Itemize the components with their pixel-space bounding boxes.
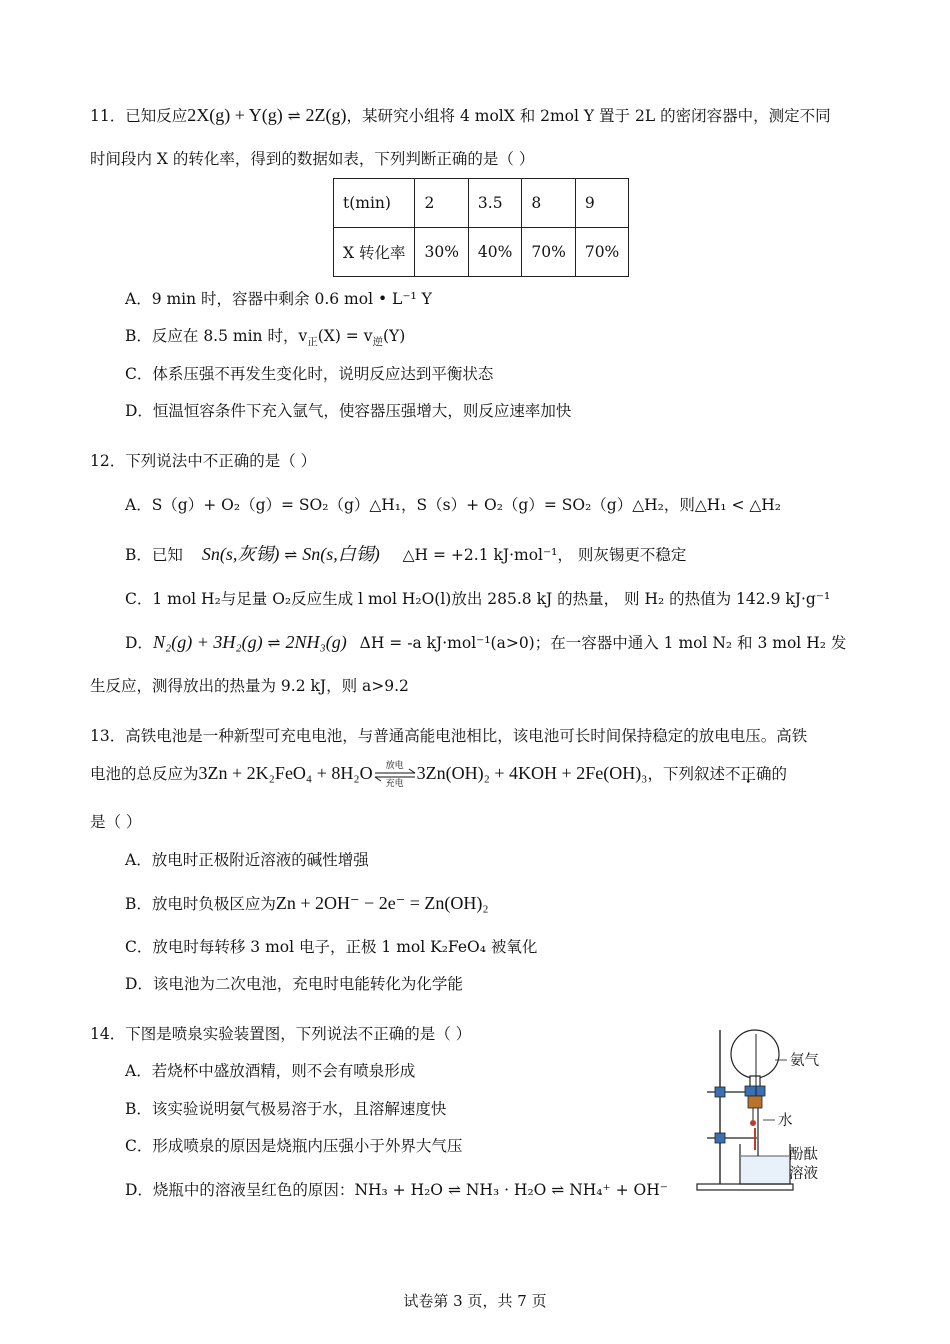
q13-eq-right: 3Zn(OH)₂ + 4KOH + 2Fe(OH)₃	[416, 763, 648, 783]
equilibrium-arrow-icon: ⇌	[282, 107, 306, 125]
q11-eq-left: 2X(g) + Y(g)	[187, 105, 283, 125]
table-row	[334, 228, 629, 277]
q12-stem: 12．下列说法中不正确的是（ ）	[90, 452, 317, 470]
q13-eq-left: 3Zn + 2K₂FeO₄ + 8H₂O	[198, 763, 373, 783]
arrow-label-discharge: 放电	[385, 761, 404, 771]
figure-label-phenolphthalein: 酚酞	[789, 1147, 818, 1163]
table-cell: 8	[522, 179, 575, 228]
table-header-time: t(min)	[334, 179, 415, 228]
q12-option-b	[125, 543, 686, 566]
conversion-table	[333, 178, 629, 277]
q11-option-b-prefix: B．反应在 8.5 min 时，	[125, 327, 299, 345]
q14-stem: 14．下图是喷泉实验装置图，下列说法不正确的是（ ）	[90, 1025, 472, 1043]
q13-emphasis-text: 不正确	[724, 765, 772, 783]
q12-option-d	[125, 631, 846, 654]
q14-eq-part3: NH₄⁺ + OH⁻	[569, 1181, 668, 1199]
q13-stem-prefix: 电池的总反应为	[90, 765, 199, 783]
q14-option-d-prefix: D．烧瓶中的溶液呈红色的原因：	[125, 1181, 355, 1199]
q14-option-a: A．若烧杯中盛放酒精，则不会有喷泉形成	[125, 1062, 416, 1080]
q13-stem-suffix1: ，下列叙述	[647, 765, 725, 783]
equilibrium-arrow-icon: ⇌	[284, 546, 298, 564]
q11-eq-right: 2Z(g)	[305, 105, 347, 125]
fountain-apparatus-icon	[695, 1020, 845, 1200]
q11-option-b-sub-reverse: 逆	[372, 336, 383, 349]
table-cell: 3.5	[468, 179, 521, 228]
figure-label-gas: 氨气	[790, 1053, 819, 1069]
q11-option-b-end: (Y)	[382, 327, 406, 345]
q14-option-d	[125, 1179, 668, 1201]
q13-option-d: D．该电池为二次电池，充电时电能转化为化学能	[125, 975, 463, 993]
page-footer: 试卷第 3 页，共 7 页	[403, 1292, 547, 1310]
q14-eq-part1: NH₃ + H₂O	[354, 1181, 444, 1199]
equilibrium-arrow-icon: ⇌	[443, 1181, 466, 1199]
q13-stem-line2	[90, 761, 788, 789]
equilibrium-arrow-icon: ⇌	[267, 634, 281, 652]
q11-option-a: A．9 min 时，容器中剩余 0.6 mol • L⁻¹ Y	[125, 290, 432, 308]
q12-option-b-right: Sn(s,白锡)	[302, 544, 380, 564]
q12-option-d-suffix: ΔH = -a kJ·mol⁻¹(a>0)；在一容器中通入 1 mol N₂ 和 3 mol H₂ 发	[359, 634, 847, 652]
q13-stem-line1: 13．高铁电池是一种新型可充电电池，与普通高能电池相比，该电池可长时间保持稳定的放电电压。高铁	[90, 727, 808, 745]
q13-option-b	[125, 892, 489, 915]
q14-option-c: C．形成喷泉的原因是烧瓶内压强小于外界大气压	[125, 1137, 463, 1155]
q12-option-d-left: N₂(g) + 3H₂(g)	[152, 632, 263, 652]
q11-stem-line1	[90, 104, 831, 127]
q11-stem-line2: 时间段内 X 的转化率，得到的数据如表，下列判断正确的是（ ）	[90, 150, 535, 168]
equilibrium-arrow-icon: ⇌	[546, 1181, 570, 1199]
arrow-label-charge: 充电	[385, 779, 404, 789]
table-cell: 9	[575, 179, 628, 228]
fountain-apparatus-figure	[695, 1020, 845, 1204]
q14-eq-part2: NH₃ · H₂O	[465, 1181, 547, 1199]
table-cell: 2	[415, 179, 468, 228]
q13-option-c: C．放电时每转移 3 mol 电子，正极 1 mol K₂FeO₄ 被氧化	[125, 938, 538, 956]
q12-option-b-prefix: B．已知	[125, 546, 183, 564]
q12-option-c: C．1 mol H₂与足量 O₂反应生成 l mol H₂O(l)放出 285.8 kJ 的热量， 则 H₂ 的热值为 142.9 kJ·g⁻¹	[125, 590, 831, 608]
q12-option-d-right: 2NH₃(g)	[285, 632, 347, 652]
figure-label-water: 水	[778, 1113, 793, 1129]
q11-option-c: C．体系压强不再发生变化时，说明反应达到平衡状态	[125, 365, 494, 383]
q12-option-a: A．S（g）+ O₂（g）= SO₂（g）△H₁，S（s）+ O₂（g）= SO₂（g）△H₂，则△H₁ < △H₂	[125, 496, 782, 514]
q11-stem-suffix: ，某研究小组将 4 molX 和 2mol Y 置于 2L 的密闭容器中，测定不同	[346, 107, 831, 125]
q11-option-b-sub-forward: 正	[307, 336, 318, 349]
q13-option-b-prefix: B．放电时负极区应为	[125, 895, 276, 913]
table-cell: 70%	[575, 228, 628, 277]
q11-option-b-v: v	[298, 327, 308, 345]
q13-option-a: A．放电时正极附近溶液的碱性增强	[125, 851, 369, 869]
table-row	[334, 179, 629, 228]
table-header-conversion: X 转化率	[334, 228, 415, 277]
q12-option-b-suffix: △H = +2.1 kJ·mol⁻¹， 则灰锡更不稳定	[402, 546, 687, 564]
q13-stem-suffix2: 的	[771, 765, 788, 783]
q11-option-d: D．恒温恒容条件下充入氩气，使容器压强增大，则反应速率加快	[125, 402, 572, 420]
q11-option-b-mid: (X) = v	[317, 327, 373, 345]
q14-option-b: B．该实验说明氨气极易溶于水，且溶解速度快	[125, 1100, 447, 1118]
table-cell: 70%	[522, 228, 575, 277]
figure-label-solution: 溶液	[789, 1166, 818, 1182]
q13-option-b-eq: Zn + 2OH⁻ − 2e⁻ = Zn(OH)₂	[275, 893, 489, 913]
q11-stem-prefix: 11．已知反应	[90, 107, 188, 125]
q12-option-b-left: Sn(s,灰锡)	[201, 544, 280, 564]
discharge-charge-arrow	[373, 761, 417, 789]
q11-option-b	[125, 325, 405, 347]
table-cell: 30%	[415, 228, 468, 277]
q12-option-d-prefix: D．	[125, 634, 153, 652]
table-cell: 40%	[468, 228, 521, 277]
q13-stem-line3: 是（ ）	[90, 813, 142, 831]
q12-option-d-line2: 生反应，测得放出的热量为 9.2 kJ，则 a>9.2	[90, 677, 409, 695]
